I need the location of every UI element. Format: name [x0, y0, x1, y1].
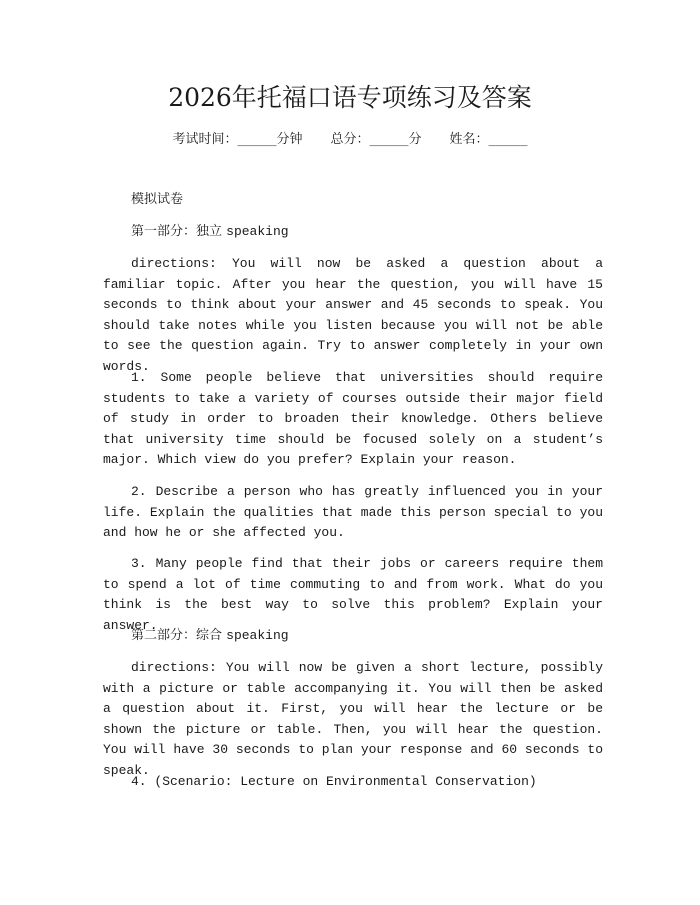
part2-heading-en: speaking — [226, 628, 289, 643]
exam-time-field: 考试时间：______分钟 — [172, 132, 303, 147]
part2-heading-cn: 第二部分：综合 — [131, 628, 227, 643]
part1-heading-cn: 第一部分：独立 — [131, 224, 227, 239]
part2-directions: directions: You will now be given a short lecture, possibly with a picture or table accompanying it. You will then be asked a question about it. First, you will hear the lecture or be shown the picture or table. Then, you will hear the question. You will have 30 seconds to plan your response and 60 seconds to speak. — [103, 660, 603, 778]
name-field: 姓名：______ — [449, 132, 528, 147]
question-4: 4. (Scenario: Lecture on Environmental Conservation) — [131, 774, 537, 789]
part1-directions: directions: You will now be asked a question about a familiar topic. After you hear the question, you will have 15 seconds to think about your answer and 45 seconds to speak. You should take notes while you listen because you will not be able to see the question again. Try to answer completely in your own words. — [103, 256, 603, 374]
part2-heading — [131, 626, 289, 646]
question-3: 3. Many people find that their jobs or careers require them to spend a lot of time commuting to and from work. What do you think is the best way to solve this problem? Explain your answer. — [103, 556, 603, 633]
part1-heading-en: speaking — [226, 224, 289, 239]
total-score-field: 总分：______分 — [330, 132, 422, 147]
question-1: 1. Some people believe that universities should require students to take a variety of courses outside their major field of study in order to broaden their knowledge. Others believe that university time should be focused solely on a student’s major. Which view do you prefer? Explain your reason. — [103, 370, 603, 468]
question-2: 2. Describe a person who has greatly influenced you in your life. Explain the qualities that made this person special to you and how he or she affected you. — [103, 484, 603, 541]
exam-meta-line — [0, 130, 700, 150]
part1-heading — [131, 222, 289, 242]
page-title: 2026年托福口语专项练习及答案 — [168, 83, 532, 112]
section-mock-exam: 模拟试卷 — [131, 192, 184, 207]
